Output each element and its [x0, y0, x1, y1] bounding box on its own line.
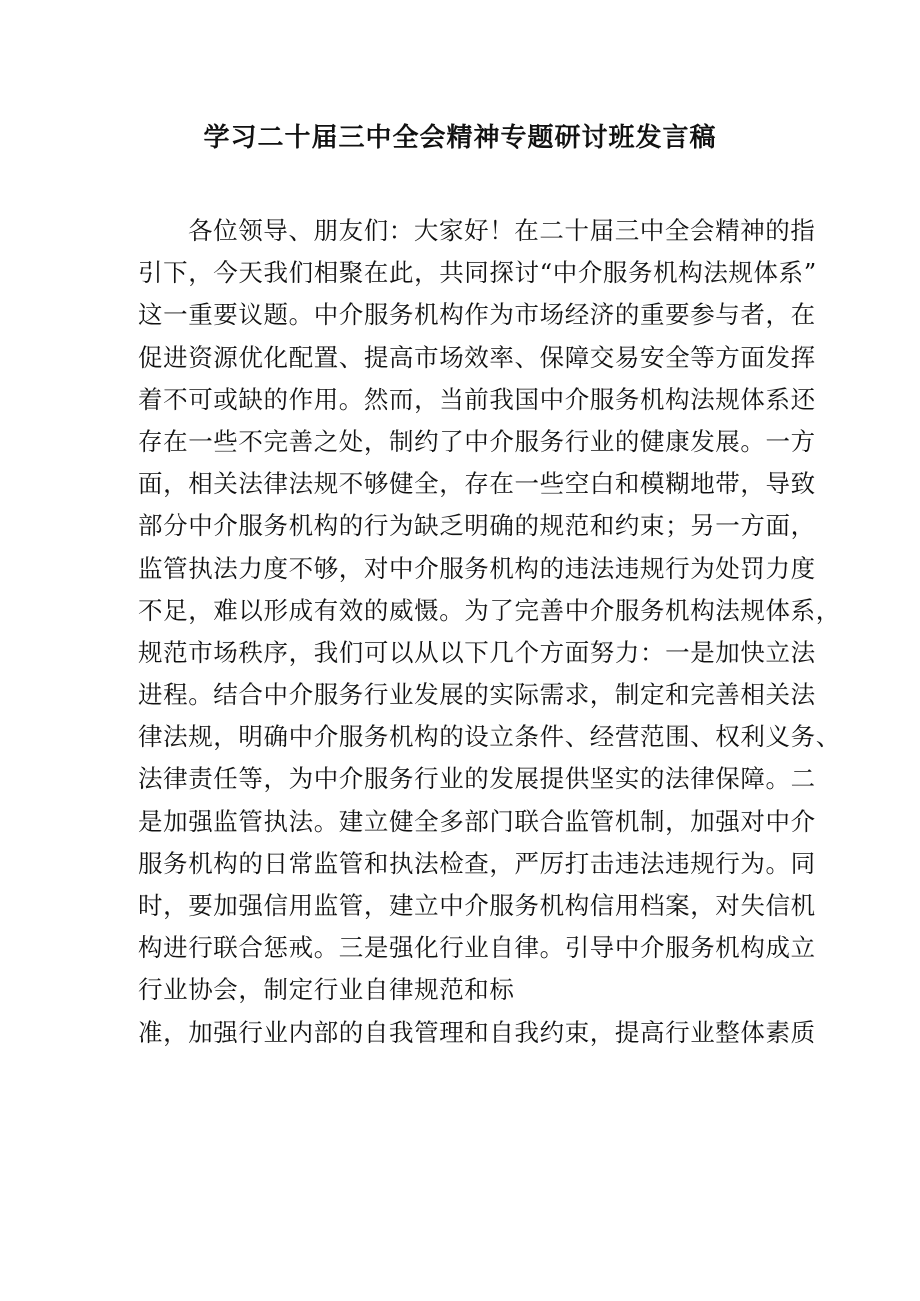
body-line-16: 服务机构的日常监管和执法检查，严厉打击违法违规行为。同: [138, 848, 816, 878]
body-line-7: 面，相关法律法规不够健全，存在一些空白和模糊地带，导致: [138, 469, 816, 499]
body-line-13: 律法规，明确中介服务机构的设立条件、经营范围、权利义务、: [138, 722, 841, 752]
body-line-17: 时，要加强信用监管，建立中介服务机构信用档案，对失信机: [138, 891, 816, 920]
body-line-18: 构进行联合惩戒。三是强化行业自律。引导中介服务机构成立: [138, 933, 816, 963]
body-line-15: 是加强监管执法。建立健全多部门联合监管机制，加强对中介: [138, 806, 816, 836]
body-line-6: 存在一些不完善之处，制约了中介服务行业的健康发展。一方: [138, 426, 816, 456]
body-line-11: 规范市场秩序，我们可以从以下几个方面努力：一是加快立法: [138, 637, 816, 667]
body-line-5: 着不可或缺的作用。然而，当前我国中介服务机构法规体系还: [138, 384, 816, 414]
body-line-10: 不足，难以形成有效的威慑。为了完善中介服务机构法规体系，: [138, 595, 841, 625]
body-line-4: 促进资源优化配置、提高市场效率、保障交易安全等方面发挥: [138, 342, 816, 372]
body-line-9: 监管执法力度不够，对中介服务机构的违法违规行为处罚力度: [138, 553, 816, 583]
body-line-19: 行业协会，制定行业自律规范和标: [138, 975, 515, 1005]
body-line-20: 准，加强行业内部的自我管理和自我约束，提高行业整体素质: [138, 1017, 816, 1047]
body-line-1: 各位领导、朋友们：大家好！在二十届三中全会精神的指: [188, 216, 816, 245]
body-line-14: 法律责任等，为中介服务行业的发展提供坚实的法律保障。二: [138, 764, 816, 794]
body-line-2: 引下，今天我们相聚在此，共同探讨“中介服务机构法规体系”: [138, 258, 817, 288]
document-body: [138, 210, 841, 1054]
body-line-12: 进程。结合中介服务行业发展的实际需求，制定和完善相关法: [138, 680, 816, 710]
body-line-3: 这一重要议题。中介服务机构作为市场经济的重要参与者，在: [138, 300, 816, 330]
body-line-8: 部分中介服务机构的行为缺乏明确的规范和约束；另一方面，: [138, 511, 816, 541]
document-title: 学习二十届三中全会精神专题研讨班发言稿: [203, 123, 717, 153]
